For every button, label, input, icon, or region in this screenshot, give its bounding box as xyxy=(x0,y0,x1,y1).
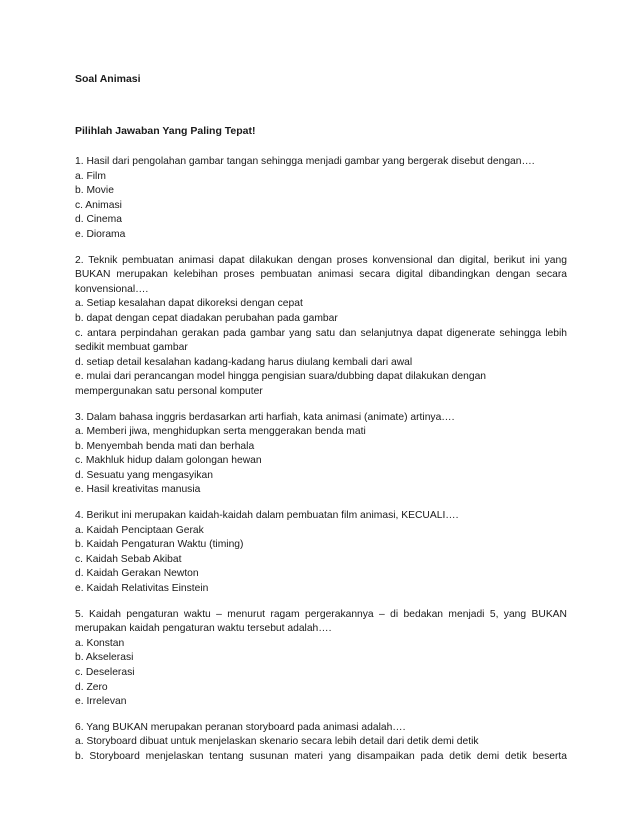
answer-option: c. Kaidah Sebab Akibat xyxy=(75,553,182,565)
answer-option: d. Kaidah Gerakan Newton xyxy=(75,568,199,580)
instruction-heading: Pilihlah Jawaban Yang Paling Tepat! xyxy=(75,125,256,137)
document-title: Soal Animasi xyxy=(75,73,141,85)
answer-option: b. Kaidah Pengaturan Waktu (timing) xyxy=(75,539,244,551)
question-5 xyxy=(75,608,567,710)
answer-option-continuation: sedikit membuat gambar xyxy=(75,342,188,354)
answer-option: e. Hasil kreativitas manusia xyxy=(75,484,201,496)
answer-option: b. dapat dengan cepat diadakan perubahan pada gambar xyxy=(75,312,338,324)
answer-option: e. mulai dari perancangan model hingga pengisian suara/dubbing dapat dilakukan dengan xyxy=(75,371,487,383)
answer-option: c. antara perpindahan gerakan pada gambar yang satu dan selanjutnya dapat digenerate sehingga lebih xyxy=(75,327,567,339)
answer-option: b. Movie xyxy=(75,185,114,197)
question-text: 1. Hasil dari pengolahan gambar tangan sehingga menjadi gambar yang bergerak disebut dengan…. xyxy=(75,156,535,167)
question-text: merupakan kaidah pengaturan waktu tersebut adalah…. xyxy=(75,623,332,635)
question-2 xyxy=(75,254,567,400)
answer-option: e. Diorama xyxy=(75,228,126,240)
answer-option: d. Cinema xyxy=(75,214,122,226)
answer-option: c. Animasi xyxy=(75,199,122,211)
question-text: konvensional…. xyxy=(75,283,149,295)
question-1 xyxy=(75,155,567,243)
answer-option: a. Kaidah Penciptaan Gerak xyxy=(75,524,204,536)
answer-option: d. setiap detail kesalahan kadang-kadang harus diulang kembali dari awal xyxy=(75,356,413,368)
answer-option: d. Sesuatu yang mengasyikan xyxy=(75,469,213,481)
question-list xyxy=(75,155,567,776)
answer-option: b. Akselerasi xyxy=(75,652,134,664)
question-text: 4. Berikut ini merupakan kaidah-kaidah dalam pembuatan film animasi, KECUALI…. xyxy=(75,510,459,522)
answer-option: b. Menyembah benda mati dan berhala xyxy=(75,440,255,452)
answer-option: a. Setiap kesalahan dapat dikoreksi dengan cepat xyxy=(75,298,303,310)
answer-option: a. Konstan xyxy=(75,637,125,649)
question-text: 2. Teknik pembuatan animasi dapat dilakukan dengan proses konvensional dan digital, berikut ini yang xyxy=(75,254,567,266)
answer-option: b. Storyboard menjelaskan tentang susunan materi yang disampaikan pada detik demi detik beserta xyxy=(75,750,567,762)
answer-option: a. Film xyxy=(75,170,106,182)
answer-option-continuation: mempergunakan satu personal komputer xyxy=(75,385,263,397)
question-3 xyxy=(75,411,567,499)
question-text: 5. Kaidah pengaturan waktu – menurut ragam pergerakannya – di bedakan menjadi 5, yang BUKAN xyxy=(75,608,567,620)
answer-option: e. Irrelevan xyxy=(75,696,127,708)
question-6 xyxy=(75,721,567,765)
question-text: 6. Yang BUKAN merupakan peranan storyboard pada animasi adalah…. xyxy=(75,721,406,733)
answer-option: e. Kaidah Relativitas Einstein xyxy=(75,583,209,595)
question-4 xyxy=(75,509,567,597)
answer-option: a. Storyboard dibuat untuk menjelaskan skenario secara lebih detail dari detik demi detik xyxy=(75,736,479,748)
answer-option: c. Makhluk hidup dalam golongan hewan xyxy=(75,455,262,467)
answer-option: c. Deselerasi xyxy=(75,667,135,678)
question-text: 3. Dalam bahasa inggris berdasarkan arti harfiah, kata animasi (animate) artinya…. xyxy=(75,411,455,423)
question-text: BUKAN merupakan kelebihan proses pembuatan animasi secara digital dibandingkan dengan secara xyxy=(75,269,567,281)
answer-option: a. Memberi jiwa, menghidupkan serta menggerakan benda mati xyxy=(75,426,366,438)
answer-option: d. Zero xyxy=(75,681,108,693)
